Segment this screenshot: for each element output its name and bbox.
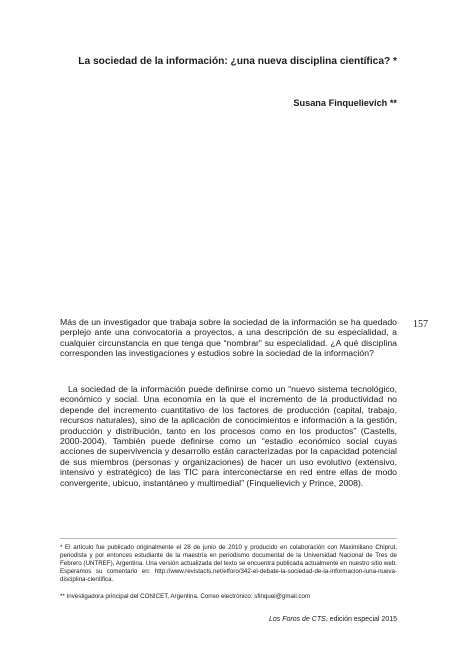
- article-title: La sociedad de la información: ¿una nueva disciplina científica? *: [78, 56, 397, 67]
- page-number: 157: [413, 319, 428, 330]
- page-footer: [60, 615, 397, 624]
- footnote: ** Investigadora principal del CONICET, Argentina. Correo electrónico: sfinquel@gmail.com: [60, 593, 311, 600]
- footnote-divider: [60, 538, 397, 539]
- body-paragraph: Más de un investigador que trabaja sobre la sociedad de la información se ha quedado perplejo ante una convocatoria a proyectos, a una descripción de su especialidad, a cualquier circunstancia en que tenga que “nombrar” su especialidad. ¿A qué disciplina corresponden las investigaciones y estudios sobre la sociedad de la información?: [60, 317, 397, 359]
- edition-label: , edición especial 2015: [325, 616, 397, 623]
- publication-name: Los Foros de CTS: [268, 616, 326, 623]
- article-author: Susana Finquelievich **: [293, 98, 397, 108]
- footnote: * El artículo fue publicado originalmente el 28 de junio de 2010 y producido en colaboración con Maximiliano Chiprut, periodista y por entonces estudiante de la maestría en periodismo documental de la Universidad Nacional de Tres de Febrero (UNTREF), Argentina. Una versión actualizada del texto se encuentra publicada actualmente en nuestro sitio web. Esperamos su comentario en: http://www.revistacts.net/elforo/342-el-debate-la-sociedad-de-la-informacion-iuna-nueva-disciplina-cientifica.: [60, 544, 397, 584]
- body-paragraph: La sociedad de la información puede definirse como un “nuevo sistema tecnológico, económico y social. Una economía en la que el incremento de la productividad no depende del incremento cuantitativo de los factores de producción (capital, trabajo, recursos naturales), sino de la aplicación de conocimientos e información a la gestión, producción y distribución, tanto en los procesos como en los productos” (Castells, 2000-2004). También puede definirse como un “estadio económico social cuyas acciones de supervivencia y desarrollo están caracterizadas por la capacidad potencial de sus miembros (personas y organizaciones) de hacer un uso evolutivo (extensivo, intensivo y estratégico) de las TIC para interconectarse en red entre ellas de modo convergente, ubicuo, instantáneo y multimedial” (Finquelievich y Prince, 2008).: [60, 384, 397, 488]
